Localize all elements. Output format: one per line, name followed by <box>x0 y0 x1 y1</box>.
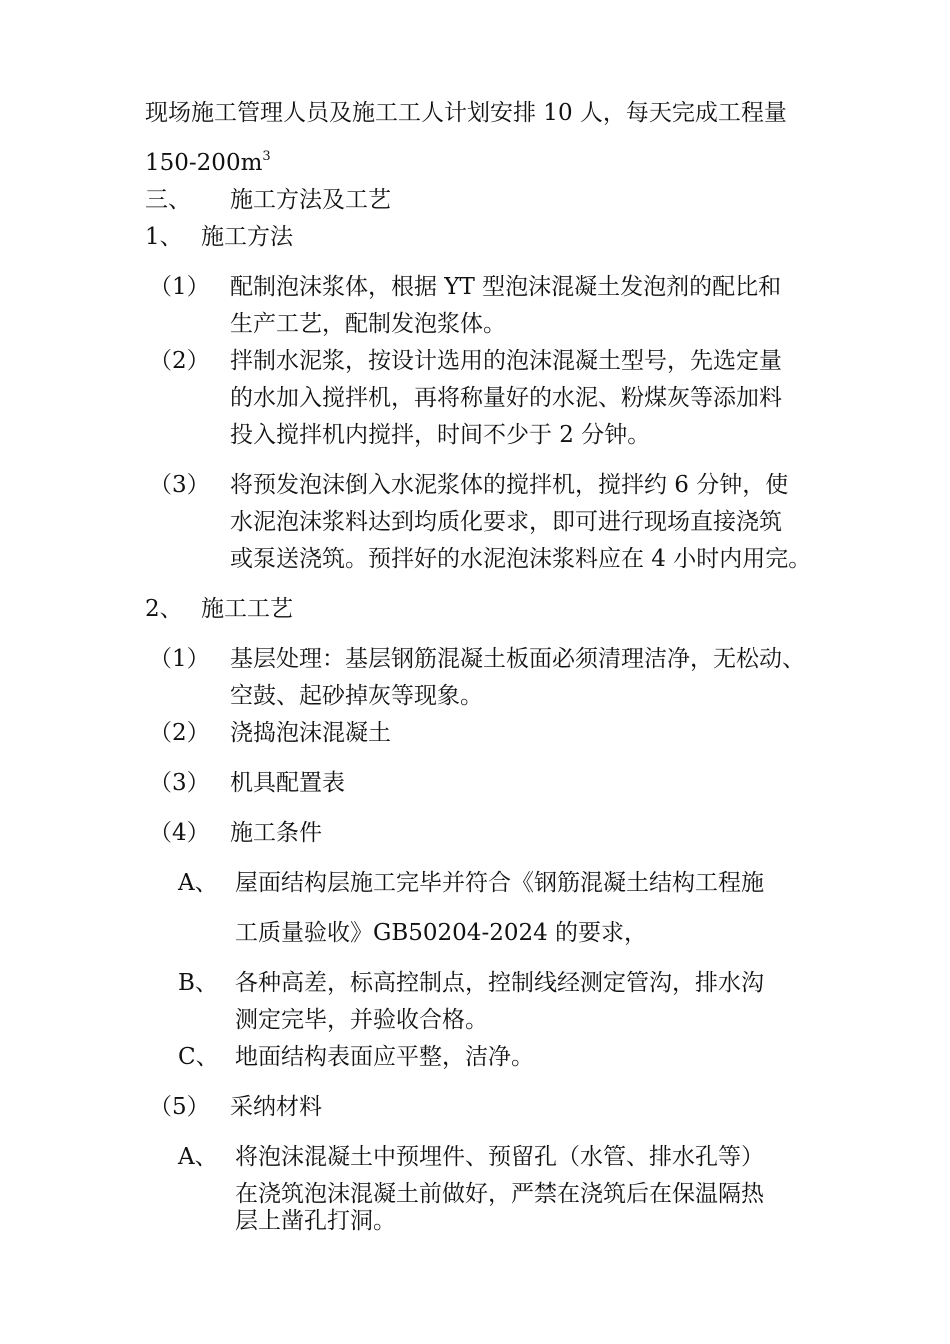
process-3-line-1: 机具配置表 <box>230 770 345 796</box>
method-1-line-1: 配制泡沫浆体，根据 YT 型泡沫混凝土发泡剂的配比和 <box>230 274 782 300</box>
process-1-line-1: 基层处理：基层钢筋混凝土板面必须清理洁净，无松动、 <box>230 646 805 672</box>
process-5-line-1: 采纳材料 <box>230 1094 322 1120</box>
method-2-line-2: 的水加入搅拌机，再将称量好的水泥、粉煤灰等添加料 <box>230 385 782 411</box>
method-1-number: （1） <box>149 274 210 300</box>
process-1-line-2: 空鼓、起砂掉灰等现象。 <box>230 683 483 709</box>
condition-b-line-2: 测定完毕，并验收合格。 <box>235 1007 488 1033</box>
method-2-line-3: 投入搅拌机内搅拌，时间不少于 2 分钟。 <box>230 422 651 448</box>
condition-a-letter: A、 <box>178 870 218 896</box>
process-3-number: （3） <box>149 770 210 796</box>
subsection-1-title: 施工方法 <box>201 224 293 250</box>
condition-c-line-1: 地面结构表面应平整，洁净。 <box>235 1044 534 1070</box>
intro-quantity: 150-200m <box>145 150 263 176</box>
subsection-2-title: 施工工艺 <box>201 596 293 622</box>
method-3-line-2: 水泥泡沫浆料达到均质化要求，即可进行现场直接浇筑 <box>230 509 782 535</box>
method-1-line-2: 生产工艺，配制发泡浆体。 <box>230 311 506 337</box>
method-2-number: （2） <box>149 348 210 374</box>
material-a-line-3: 层上凿孔打洞。 <box>235 1208 396 1234</box>
intro-line-1: 现场施工管理人员及施工工人计划安排 10 人，每天完成工程量 <box>145 100 787 126</box>
condition-a-line-2: 工质量验收》GB50204-2024 的要求， <box>235 920 648 946</box>
method-3-line-1: 将预发泡沫倒入水泥浆体的搅拌机，搅拌约 6 分钟，使 <box>230 472 789 498</box>
method-3-line-3: 或泵送浇筑。预拌好的水泥泡沫浆料应在 4 小时内用完。 <box>230 546 812 572</box>
process-1-number: （1） <box>149 646 210 672</box>
section-3-title: 施工方法及工艺 <box>230 187 391 213</box>
condition-b-letter: B、 <box>178 970 218 996</box>
intro-line-2 <box>145 149 271 176</box>
process-2-line-1: 浇捣泡沫混凝土 <box>230 720 391 746</box>
section-3-number: 三、 <box>145 187 191 213</box>
material-a-letter: A、 <box>178 1144 218 1170</box>
intro-quantity-superscript: 3 <box>262 149 271 164</box>
process-4-line-1: 施工条件 <box>230 820 322 846</box>
process-4-number: （4） <box>149 820 210 846</box>
process-5-number: （5） <box>149 1094 210 1120</box>
subsection-2-number: 2、 <box>145 596 183 622</box>
material-a-line-2: 在浇筑泡沫混凝土前做好，严禁在浇筑后在保温隔热 <box>235 1181 764 1207</box>
method-2-line-1: 拌制水泥浆，按设计选用的泡沫混凝土型号，先选定量 <box>230 348 782 374</box>
condition-c-letter: C、 <box>178 1044 219 1070</box>
process-2-number: （2） <box>149 720 210 746</box>
subsection-1-number: 1、 <box>145 224 183 250</box>
condition-a-line-1: 屋面结构层施工完毕并符合《钢筋混凝土结构工程施 <box>235 870 764 896</box>
method-3-number: （3） <box>149 472 210 498</box>
condition-b-line-1: 各种高差，标高控制点，控制线经测定管沟，排水沟 <box>235 970 764 996</box>
material-a-line-1: 将泡沫混凝土中预埋件、预留孔（水管、排水孔等） <box>235 1144 764 1170</box>
